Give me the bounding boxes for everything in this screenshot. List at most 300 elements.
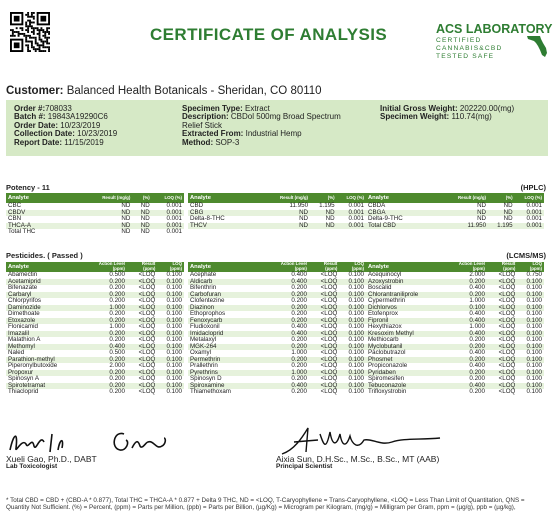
value-cell: ND (140, 202, 150, 210)
value-cell: <LOQ (309, 331, 339, 338)
gross-weight-label: Initial Gross Weight: (380, 104, 458, 113)
value-cell: <LOQ (320, 375, 338, 383)
analyte-cell: CBD (190, 202, 204, 210)
analyte-cell: Bifenazate (8, 284, 38, 292)
value-cell: 0.100 (348, 323, 364, 331)
value-cell: ND (488, 210, 515, 217)
value-cell: 0.400 (444, 331, 487, 338)
value-cell: ND (132, 210, 151, 217)
pesticides-section-header (6, 251, 548, 260)
analyte-cell: Flonicamid (8, 323, 38, 331)
column-header-action: Action Level (ppm) (266, 262, 309, 272)
analyte-cell: Propiconazole (368, 362, 408, 370)
value-cell: 0.100 (517, 279, 544, 286)
value-cell: 0.100 (339, 357, 366, 364)
analyte-cell: Metalaxyl (190, 336, 217, 344)
potency-table (188, 193, 366, 229)
analyte-cell: Acequinocyl (368, 271, 402, 279)
value-cell: 1.000 (469, 297, 485, 305)
value-cell: <LOQ (138, 297, 156, 305)
extracted-from-value: Industrial Hemp (245, 129, 302, 139)
value-cell: 0.200 (444, 292, 487, 299)
value-cell: 0.100 (348, 297, 364, 305)
value-cell: 0.200 (84, 331, 127, 338)
value-cell: 0.100 (348, 310, 364, 318)
table-row (188, 389, 366, 396)
value-cell: 0.100 (157, 292, 184, 299)
value-cell: 0.200 (444, 344, 487, 351)
value-cell: 0.100 (526, 388, 542, 396)
analyte-cell: Methiocarb (368, 336, 399, 344)
analyte-cell: CBN (8, 215, 22, 223)
order-date-value: 10/23/2019 (60, 120, 101, 130)
potency-method: (HPLC) (520, 183, 546, 192)
collection-date-label: Collection Date: (14, 129, 75, 139)
value-cell: ND (121, 228, 131, 236)
column-header-loq: LOQ (%) (515, 193, 544, 203)
value-cell: 0.200 (84, 370, 127, 377)
table-row (366, 223, 544, 230)
analyte-cell: Pyridaben (366, 370, 444, 377)
pesticides-method: (LCMS/MS) (506, 251, 546, 260)
value-cell: <LOQ (487, 344, 517, 351)
description-value-cont: Relief Stick (182, 120, 223, 130)
value-cell: <LOQ (320, 336, 338, 344)
value-cell: 0.200 (444, 370, 487, 377)
value-cell: 0.200 (109, 297, 125, 305)
order-info-column (14, 105, 117, 147)
batch-number-value: 19843A19290C6 (47, 112, 108, 122)
logo-line-cannabis: CANNABIS&CBD (436, 45, 503, 52)
batch-number-label: Batch #: (14, 112, 46, 122)
value-cell: 0.100 (526, 284, 542, 292)
value-cell: 0.100 (517, 292, 544, 299)
value-cell: 0.100 (348, 375, 364, 383)
value-cell: 0.100 (348, 349, 364, 357)
value-cell: <LOQ (498, 336, 516, 344)
value-cell: 0.001 (526, 215, 542, 223)
analyte-cell: CBGA (366, 210, 444, 217)
potency-table (366, 193, 544, 229)
analyte-cell: Chlorpyrifos (8, 297, 42, 305)
analyte-cell: CBG (188, 210, 266, 217)
value-cell: 0.200 (291, 388, 307, 396)
analyte-cell: Spiromesifen (368, 375, 405, 383)
value-cell: 0.001 (166, 215, 182, 223)
florida-map-icon (526, 34, 548, 58)
analyte-cell: CBDV (6, 210, 84, 217)
signatory-role-right: Principal Scientist (276, 463, 333, 470)
value-cell: ND (299, 215, 309, 223)
value-cell: 0.001 (152, 223, 184, 230)
value-cell: ND (310, 210, 337, 217)
page-title: CERTIFICATE OF ANALYSIS (150, 25, 388, 44)
signature-aixia-sun (280, 424, 480, 458)
column-header-loq: LOQ (ppm) (157, 262, 184, 272)
value-cell: 0.100 (339, 344, 366, 351)
analyte-cell: Ethoprophos (190, 310, 226, 318)
signatory-role-left: Lab Toxicologist (6, 463, 58, 470)
value-cell: 1.000 (291, 349, 307, 357)
value-cell: 0.400 (291, 323, 307, 331)
value-cell: 0.001 (348, 215, 364, 223)
value-cell: ND (266, 210, 310, 217)
value-cell: <LOQ (127, 305, 157, 312)
report-date-value: 11/15/2019 (64, 137, 104, 147)
column-header-loq: LOQ (ppm) (517, 262, 544, 272)
value-cell: <LOQ (487, 357, 517, 364)
value-cell: <LOQ (138, 336, 156, 344)
extracted-from-label: Extracted From: (182, 129, 244, 139)
table-row (366, 389, 544, 396)
value-cell: 0.100 (339, 305, 366, 312)
analyte-cell: Carbaryl (6, 292, 84, 299)
analyte-cell: Thiamethoxam (190, 388, 231, 396)
value-cell: 0.001 (337, 223, 366, 230)
analyte-cell: Azoxystrobin (366, 279, 444, 286)
potency-section-header (6, 183, 548, 192)
specimen-weight-value: 110.74(mg) (451, 112, 492, 122)
analyte-cell: Fipronil (366, 318, 444, 325)
value-cell: 1.000 (469, 323, 485, 331)
pesticides-table (188, 262, 366, 396)
value-cell: 0.100 (339, 318, 366, 325)
analyte-cell: Fludioxonil (190, 323, 220, 331)
value-cell: <LOQ (138, 310, 156, 318)
value-cell: <LOQ (309, 318, 339, 325)
analyte-cell: Kresoxim Methyl (366, 331, 444, 338)
value-cell: 0.400 (469, 284, 485, 292)
value-cell: ND (444, 210, 488, 217)
analyte-cell: Etofenprox (368, 310, 398, 318)
value-cell: <LOQ (498, 375, 516, 383)
pesticides-table (6, 262, 184, 396)
value-cell: 0.100 (157, 318, 184, 325)
value-cell: <LOQ (487, 331, 517, 338)
value-cell: <LOQ (498, 284, 516, 292)
value-cell: 1.000 (109, 323, 125, 331)
analyte-cell: Acephate (190, 271, 217, 279)
description-value: CBDol 500mg Broad Spectrum (230, 112, 341, 122)
value-cell: ND (477, 202, 487, 210)
footnote: * Total CBD = CBD + (CBD-A * 0.877), Total THC = THCA-A * 0.877 + Delta 9 THC, ND = <LOQ, T-Caryophyllene = Trans-Caryophyllene, <LOQ = Less Than Limit of Quantitation, QNS = Quantity Not Sufficient. (%) = Percent, (ppm) = Parts per Million, (ppb) = Parts per Billion, (µg/Kg) = Microgram per Kilogram, (mg/g) = Milligram per Gram, ppm = (µg/g), ppb = (µg/kg), (6, 497, 525, 512)
analyte-cell: Clofentezine (190, 297, 225, 305)
column-header-analyte: Analyte (188, 193, 266, 203)
value-cell: 0.200 (266, 318, 309, 325)
value-cell: <LOQ (309, 370, 339, 377)
order-number-value: 708033 (45, 104, 72, 113)
value-cell: 0.100 (526, 375, 542, 383)
column-header-action: Action Level (ppm) (84, 262, 127, 272)
value-cell: 0.100 (339, 279, 366, 286)
analyte-cell: Spiroxamine (188, 383, 266, 390)
value-cell: 0.200 (291, 284, 307, 292)
value-cell: <LOQ (309, 344, 339, 351)
customer-value: Balanced Health Botanicals - Sheridan, CO 80110 (66, 85, 322, 97)
value-cell: <LOQ (138, 284, 156, 292)
value-cell: ND (503, 215, 513, 223)
value-cell: <LOQ (320, 323, 338, 331)
value-cell: 0.001 (166, 202, 182, 210)
column-header-loq: LOQ (ppm) (339, 262, 366, 272)
analyte-cell: Spinosyn A (8, 375, 39, 383)
column-header-result: Result (ppm) (309, 262, 339, 272)
value-cell: 11.950 (444, 223, 488, 230)
analyte-cell: Chlorantraniliprole (366, 292, 444, 299)
analyte-cell: Fenoxycarb (188, 318, 266, 325)
analyte-cell: Abamectin (8, 271, 38, 279)
specimen-type-value: Extract (245, 104, 270, 113)
method-value: SOP-3 (215, 137, 240, 147)
value-cell: 0.100 (157, 357, 184, 364)
value-cell: ND (140, 228, 150, 236)
qr-code-icon (10, 12, 50, 52)
value-cell: <LOQ (498, 297, 516, 305)
value-cell: <LOQ (127, 331, 157, 338)
analyte-cell: Oxamyl (190, 349, 211, 357)
potency-title: Potency - 11 (6, 183, 50, 192)
value-cell: 0.100 (348, 388, 364, 396)
analyte-cell: Daminozide (6, 305, 84, 312)
analyte-cell: Dichlorvos (366, 305, 444, 312)
value-cell: 0.200 (109, 284, 125, 292)
analyte-cell: Bifenthrin (190, 284, 217, 292)
value-cell: 1.195 (488, 223, 515, 230)
analyte-cell: Spirotetramat (6, 383, 84, 390)
customer-label: Customer: (6, 85, 64, 97)
value-cell: 0.100 (348, 284, 364, 292)
analyte-cell: Thiacloprid (8, 388, 39, 396)
table-row (6, 229, 184, 236)
value-cell: 0.200 (444, 357, 487, 364)
value-cell: 0.100 (339, 383, 366, 390)
value-cell: <LOQ (127, 318, 157, 325)
lab-logo (436, 22, 553, 66)
value-cell: 0.400 (469, 349, 485, 357)
value-cell: 0.400 (266, 331, 309, 338)
value-cell: <LOQ (487, 279, 517, 286)
analyte-cell: Paclobutrazol (368, 349, 406, 357)
weight-info-column (380, 105, 514, 122)
signature-xueli-gao (6, 424, 206, 458)
analyte-cell: Delta-9-THC (368, 215, 403, 223)
analyte-cell: Etoxazole (6, 318, 84, 325)
value-cell: <LOQ (127, 383, 157, 390)
value-cell: 0.400 (291, 271, 307, 279)
value-cell: 0.001 (152, 210, 184, 217)
value-cell: <LOQ (498, 271, 516, 279)
value-cell: 0.100 (526, 310, 542, 318)
value-cell: 0.400 (266, 279, 309, 286)
value-cell: 0.200 (109, 310, 125, 318)
value-cell: 0.200 (291, 297, 307, 305)
value-cell: ND (325, 215, 335, 223)
value-cell: <LOQ (127, 357, 157, 364)
analyte-cell: Imazalil (6, 331, 84, 338)
analyte-cell: MGK-264 (188, 344, 266, 351)
column-header-analyte: Analyte (6, 262, 84, 272)
value-cell: <LOQ (498, 362, 516, 370)
logo-line-certified: CERTIFIED (436, 37, 482, 44)
value-cell: 0.200 (291, 362, 307, 370)
value-cell: 0.200 (469, 375, 485, 383)
value-cell: <LOQ (498, 388, 516, 396)
value-cell: ND (503, 202, 513, 210)
value-cell: 0.001 (515, 223, 544, 230)
value-cell: <LOQ (320, 388, 338, 396)
description-label: Description: (182, 112, 229, 122)
analyte-cell: Total CBD (366, 223, 444, 230)
value-cell: 0.100 (339, 292, 366, 299)
value-cell: <LOQ (320, 284, 338, 292)
signatory-name-right: Aixia Sun, D.H.Sc., M.Sc., B.Sc., MT (AAB) (276, 454, 440, 464)
analyte-cell: Total THC (8, 228, 36, 236)
value-cell: <LOQ (138, 375, 156, 383)
value-cell: ND (132, 223, 151, 230)
value-cell: 0.200 (109, 375, 125, 383)
value-cell: 0.100 (157, 344, 184, 351)
value-cell: <LOQ (498, 323, 516, 331)
value-cell: 0.001 (166, 228, 182, 236)
specimen-type-label: Specimen Type: (182, 104, 243, 113)
analyte-cell: Phosmet (366, 357, 444, 364)
value-cell: 0.200 (84, 279, 127, 286)
value-cell: ND (121, 215, 131, 223)
value-cell: 0.200 (109, 336, 125, 344)
specimen-weight-label: Specimen Weight: (380, 112, 450, 122)
value-cell: <LOQ (138, 388, 156, 396)
value-cell: 0.100 (166, 362, 182, 370)
value-cell: 0.100 (166, 388, 182, 396)
value-cell: 0.200 (109, 388, 125, 396)
value-cell: 0.200 (84, 318, 127, 325)
analyte-cell: Cypermethrin (368, 297, 406, 305)
value-cell: <LOQ (320, 271, 338, 279)
value-cell: 0.100 (526, 362, 542, 370)
value-cell: 0.100 (517, 318, 544, 325)
value-cell: 0.100 (339, 331, 366, 338)
value-cell: 0.100 (517, 344, 544, 351)
analyte-cell: Imidacloprid (188, 331, 266, 338)
value-cell: 0.100 (517, 331, 544, 338)
logo-brand: ACS LABORATORY (436, 22, 553, 36)
column-header-loq: LOQ (%) (337, 193, 366, 203)
column-header-result-pct: (%) (132, 193, 151, 203)
value-cell: ND (140, 215, 150, 223)
signatory-name-left: Xueli Gao, Ph.D., DABT (6, 454, 97, 464)
value-cell: 0.100 (166, 310, 182, 318)
analyte-cell: Piperonylbutoxide (8, 362, 58, 370)
value-cell: 0.100 (517, 370, 544, 377)
gross-weight-value: 202220.00(mg) (459, 104, 515, 113)
analyte-cell: Acetamiprid (6, 279, 84, 286)
pesticides-title: Pesticides. ( Passed ) (6, 251, 83, 260)
value-cell: 1.000 (266, 370, 309, 377)
collection-date-value: 10/23/2019 (77, 129, 118, 139)
column-header-result-mg: Result (mg/g) (266, 193, 310, 203)
column-header-analyte: Analyte (188, 262, 266, 272)
value-cell: 0.100 (166, 336, 182, 344)
table-row (188, 223, 366, 230)
analyte-cell: Pyrethrins (188, 370, 266, 377)
value-cell: 0.100 (526, 323, 542, 331)
value-cell: 0.200 (266, 344, 309, 351)
value-cell: 0.400 (444, 383, 487, 390)
column-header-analyte: Analyte (366, 262, 444, 272)
value-cell: <LOQ (320, 362, 338, 370)
value-cell: <LOQ (127, 279, 157, 286)
analyte-cell: Parathion-methyl (6, 357, 84, 364)
value-cell: 0.100 (166, 271, 182, 279)
value-cell: 0.100 (166, 323, 182, 331)
table-row (6, 389, 184, 396)
value-cell: ND (310, 223, 337, 230)
report-date-label: Report Date: (14, 137, 63, 147)
order-info-panel (6, 100, 548, 156)
value-cell: <LOQ (138, 362, 156, 370)
value-cell: 0.500 (109, 271, 125, 279)
value-cell: 0.100 (157, 331, 184, 338)
value-cell: 0.400 (266, 383, 309, 390)
value-cell: 0.100 (166, 284, 182, 292)
column-header-loq: LOQ (%) (152, 193, 184, 203)
value-cell: <LOQ (309, 279, 339, 286)
value-cell: <LOQ (487, 370, 517, 377)
value-cell: <LOQ (320, 310, 338, 318)
value-cell: 0.100 (157, 305, 184, 312)
analyte-cell: Permethrin (188, 357, 266, 364)
analyte-cell: Spinosyn D (190, 375, 222, 383)
value-cell: 0.200 (291, 310, 307, 318)
customer-line (6, 85, 322, 97)
value-cell: 0.400 (469, 310, 485, 318)
value-cell: <LOQ (320, 297, 338, 305)
value-cell: <LOQ (487, 292, 517, 299)
logo-line-tested: TESTED SAFE (436, 53, 495, 60)
value-cell: 0.100 (444, 305, 487, 312)
value-cell: 0.400 (444, 318, 487, 325)
value-cell: 0.100 (166, 375, 182, 383)
analyte-cell: Methomyl (6, 344, 84, 351)
analyte-cell: Malathion A (8, 336, 41, 344)
value-cell: <LOQ (138, 271, 156, 279)
value-cell: 0.001 (348, 202, 364, 210)
value-cell: 0.100 (517, 357, 544, 364)
analyte-cell: CBC (8, 202, 22, 210)
value-cell: 0.400 (469, 362, 485, 370)
analyte-cell: Carbofuran (188, 292, 266, 299)
analyte-cell: Propoxur (6, 370, 84, 377)
value-cell: ND (266, 223, 310, 230)
analyte-cell: Tebuconazole (366, 383, 444, 390)
method-label: Method: (182, 137, 214, 147)
value-cell: ND (121, 202, 131, 210)
value-cell: 0.001 (337, 210, 366, 217)
column-header-result-mg: Result (mg/g) (444, 193, 488, 203)
value-cell: 0.100 (157, 383, 184, 390)
value-cell: 0.100 (526, 297, 542, 305)
value-cell: <LOQ (487, 318, 517, 325)
value-cell: ND (84, 210, 132, 217)
order-date-label: Order Date: (14, 120, 59, 130)
value-cell: 0.100 (526, 336, 542, 344)
column-header-analyte: Analyte (366, 193, 444, 203)
value-cell: <LOQ (498, 349, 516, 357)
value-cell: 2.000 (469, 271, 485, 279)
value-cell: 0.750 (526, 271, 542, 279)
column-header-result: Result (ppm) (127, 262, 157, 272)
column-header-analyte: Analyte (6, 193, 84, 203)
